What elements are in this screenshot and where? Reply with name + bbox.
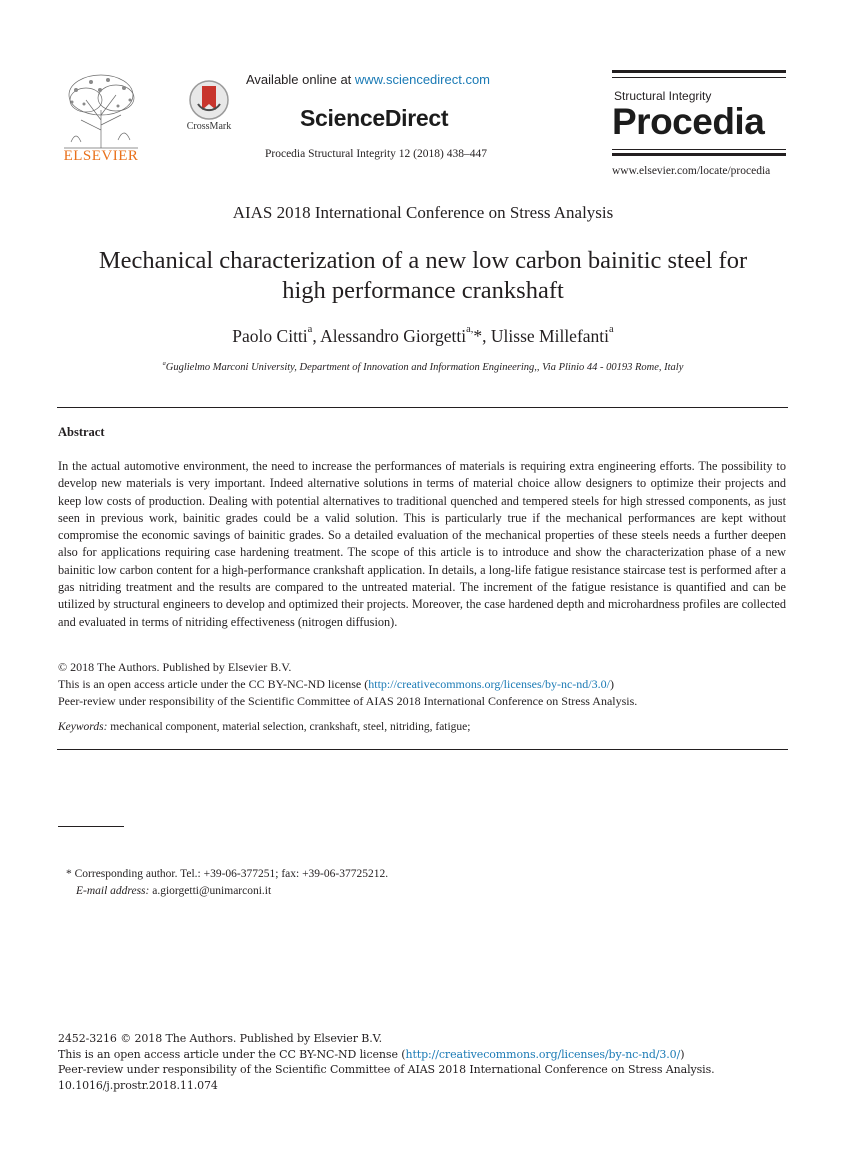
copyright-line: © 2018 The Authors. Published by Elsevier B.V. bbox=[58, 660, 292, 674]
header-rule-top-thin bbox=[612, 77, 786, 78]
footnote-rule bbox=[58, 826, 124, 827]
author-name: Ulisse Millefanti bbox=[490, 326, 610, 346]
paper-title bbox=[40, 246, 806, 306]
footer-license-text: This is an open access article under the CC BY-NC-ND license ( bbox=[58, 1047, 406, 1061]
crossmark-label: CrossMark bbox=[186, 121, 232, 132]
keywords-list: mechanical component, material selection, crankshaft, steel, nitriding, fatigue; bbox=[107, 721, 471, 733]
affiliation-marker: a bbox=[162, 360, 166, 367]
journal-url[interactable]: www.elsevier.com/locate/procedia bbox=[612, 165, 771, 177]
journal-subtitle: Structural Integrity bbox=[614, 89, 712, 103]
available-online bbox=[246, 72, 546, 87]
header-rule-top bbox=[612, 70, 786, 73]
license-link[interactable]: http://creativecommons.org/licenses/by-nc-nd/3.0/ bbox=[368, 677, 610, 691]
available-text: Available online at bbox=[246, 72, 355, 87]
license-text: This is an open access article under the CC BY-NC-ND license ( bbox=[58, 677, 369, 691]
author-sep: , bbox=[312, 326, 321, 346]
doi[interactable]: 10.1016/j.prostr.2018.11.074 bbox=[58, 1078, 218, 1092]
divider-bottom bbox=[57, 749, 788, 750]
header-rule-bottom bbox=[612, 153, 786, 156]
corresponding-star: * bbox=[473, 326, 483, 346]
license-line bbox=[58, 676, 798, 693]
title-line-1: Mechanical characterization of a new low carbon bainitic steel for bbox=[98, 247, 748, 274]
abstract-heading: Abstract bbox=[58, 425, 105, 439]
license-close: ) bbox=[609, 677, 614, 691]
email-label: E-mail address: bbox=[76, 885, 150, 897]
author-affil: a bbox=[307, 324, 313, 335]
sciencedirect-link[interactable]: www.sciencedirect.com bbox=[354, 72, 491, 87]
copyright-block bbox=[58, 659, 798, 710]
header-rule-bottom-thin bbox=[612, 149, 786, 150]
keywords bbox=[58, 721, 470, 733]
footnote bbox=[66, 866, 388, 900]
author-affil: a bbox=[609, 324, 614, 335]
affiliation bbox=[0, 362, 846, 373]
sciencedirect-logo: ScienceDirect bbox=[300, 105, 449, 131]
page-footer bbox=[58, 1031, 715, 1093]
journal-reference: Procedia Structural Integrity 12 (2018) 438–447 bbox=[265, 148, 487, 160]
abstract-body: In the actual automotive environment, the need to increase the performances of materials is requiring extra engineering efforts. The possibility to develop new materials is very important. Indeed alternative solutions in terms of material choice allow designers to optimize their projects and keep low costs of production. Dealing with potential alternatives to traditional quenched and tempered steels for high stressed components, as just seen in previous work, bainitic grades could be a valid solution. This is particularly true if the mechanical performances are kept without compromise the economic savings of bainitic grades. So a detailed evaluation of the mechanical properties of these steels needs a further deepen also for applications requiring case hardening treatment. The scope of this article is to introduce and show the characterization phase of a new bainitic low carbon content for a high-performance crankshaft application. In details, a long-life fatigue resistance staircase test is performed after a gas nitriding treatment and the results are compared to the untreated material. The increment of the fatigue resistance is quantified and can be utilized by structural engineers to develop and optimized their projects. Moreover, the case hardened depth and microhardness profiles are collected and evaluated in terms of nitriding effectiveness (nitrogen diffusion). bbox=[58, 459, 786, 629]
author-name: Paolo Citti bbox=[232, 326, 308, 346]
affiliation-text: Guglielmo Marconi University, Department of Innovation and Information Engineering,, Via Plinio 44 - 00193 Rome, Italy bbox=[165, 362, 684, 373]
title-line-2: high performance crankshaft bbox=[282, 277, 564, 304]
conference-name: AIAS 2018 International Conference on Stress Analysis bbox=[232, 203, 614, 222]
email-address[interactable]: a.giorgetti@unimarconi.it bbox=[149, 885, 272, 897]
footer-license-line bbox=[58, 1047, 715, 1063]
footer-license-link[interactable]: http://creativecommons.org/licenses/by-nc-nd/3.0/ bbox=[405, 1047, 681, 1061]
email-line bbox=[66, 883, 388, 900]
author-affil: a, bbox=[466, 324, 474, 335]
footer-peer-review: Peer-review under responsibility of the Scientific Committee of AIAS 2018 International Conference on Stress Analysis. bbox=[58, 1063, 715, 1076]
elsevier-wordmark: ELSEVIER bbox=[63, 148, 139, 164]
authors bbox=[0, 326, 846, 347]
author-name: Alessandro Giorgetti bbox=[320, 326, 467, 346]
journal-name: Procedia bbox=[612, 101, 765, 142]
author-sep: , bbox=[482, 326, 491, 346]
corresponding-author: * Corresponding author. Tel.: +39-06-377251; fax: +39-06-37725212. bbox=[66, 868, 389, 880]
divider-top bbox=[57, 407, 788, 408]
keywords-label: Keywords: bbox=[58, 721, 108, 733]
peer-review-line: Peer-review under responsibility of the Scientific Committee of AIAS 2018 International Conference on Stress Analysis. bbox=[58, 694, 638, 708]
issn-line: 2452-3216 © 2018 The Authors. Published by Elsevier B.V. bbox=[58, 1032, 382, 1045]
footer-license-close: ) bbox=[680, 1047, 685, 1061]
